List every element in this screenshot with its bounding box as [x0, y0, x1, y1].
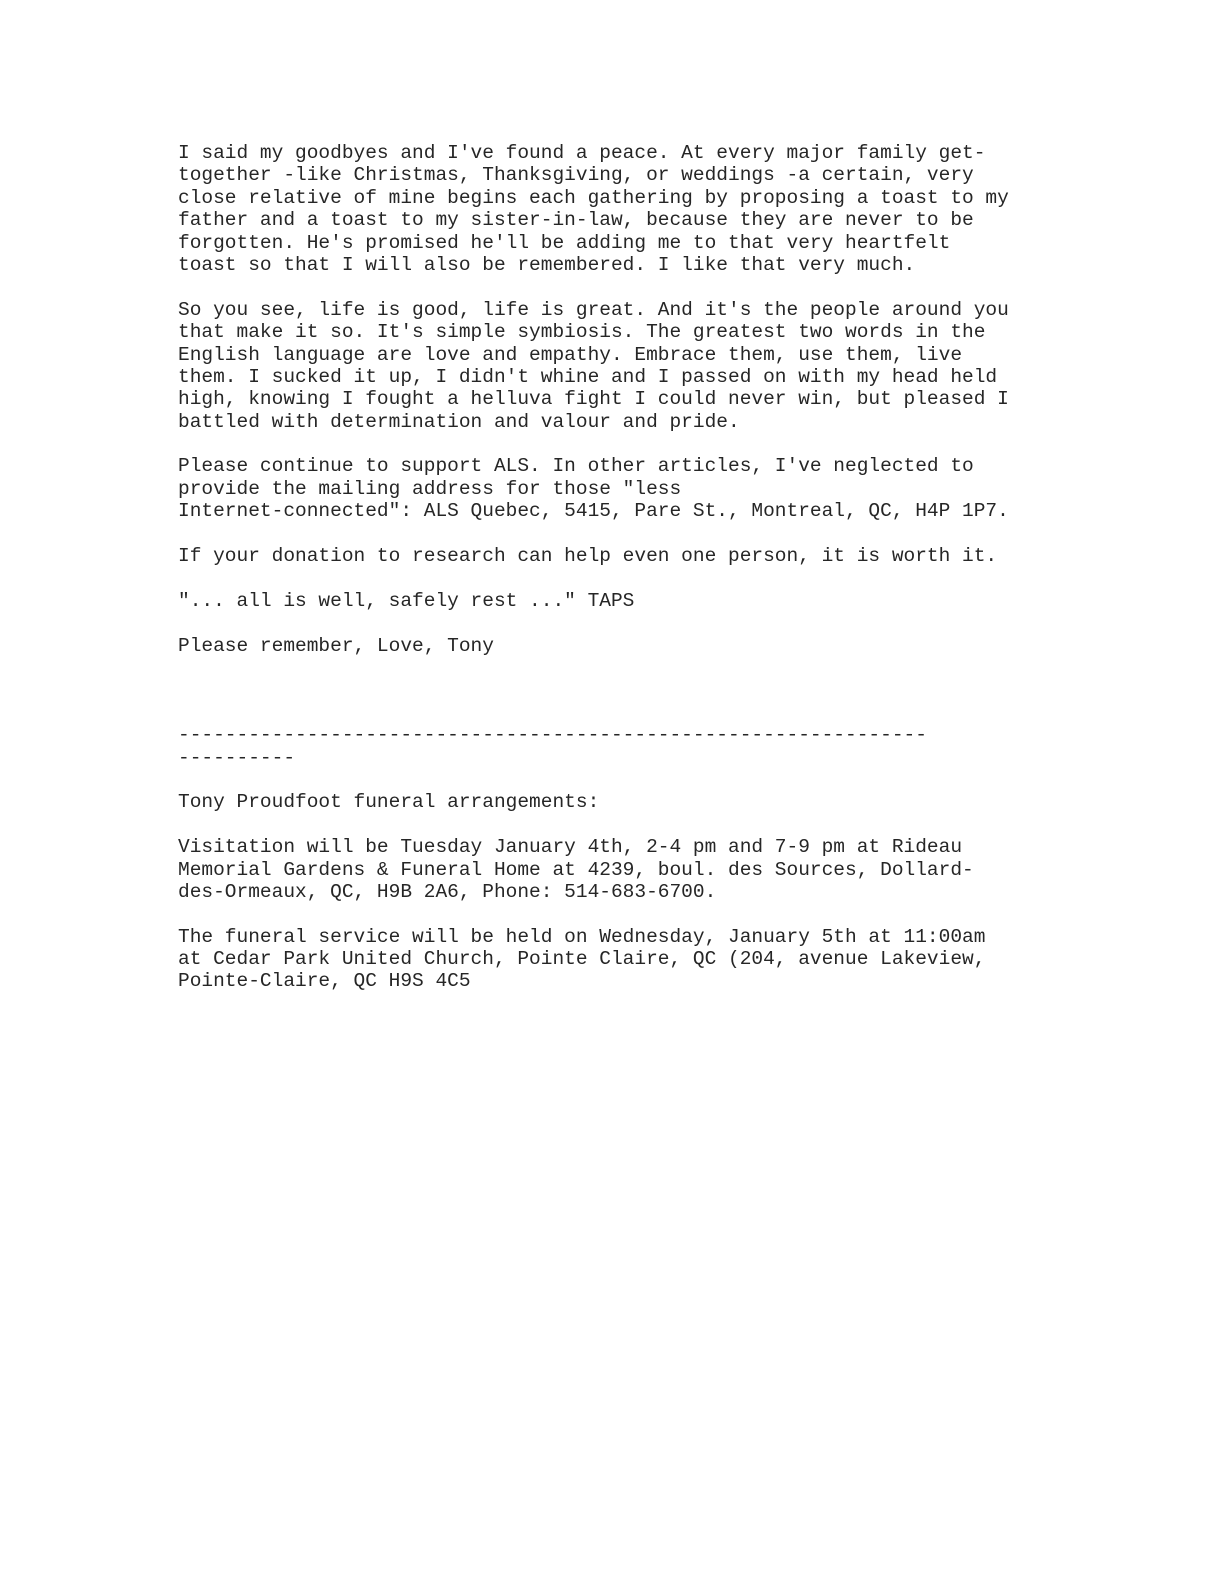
text-line: that make it so. It's simple symbiosis. The greatest two words in the: [178, 321, 986, 344]
divider-line: ----------: [178, 746, 296, 769]
text-line: Memorial Gardens & Funeral Home at 4239, boul. des Sources, Dollard-: [178, 858, 974, 881]
text-line: Pointe-Claire, QC H9S 4C5: [178, 970, 471, 993]
text-line: Internet-connected": ALS Quebec, 5415, Pare St., Montreal, QC, H4P 1P7.: [178, 500, 1009, 523]
paragraph-support-als: [178, 455, 1078, 522]
text-line: So you see, life is good, life is great. And it's the people around you: [178, 298, 1009, 321]
text-line: English language are love and empathy. Embrace them, use them, live: [178, 343, 963, 366]
text-line: toast so that I will also be remembered. I like that very much.: [178, 253, 916, 276]
paragraph-donation: [178, 545, 1078, 567]
text-line: them. I sucked it up, I didn't whine and I passed on with my head held: [178, 365, 998, 388]
spacer: [178, 679, 1078, 724]
text-line: battled with determination and valour and pride.: [178, 410, 740, 433]
text-line: provide the mailing address for those "less: [178, 477, 682, 500]
text-line: "... all is well, safely rest ..." TAPS: [178, 589, 635, 612]
dashed-divider: [178, 724, 1078, 769]
text-line: If your donation to research can help even one person, it is worth it.: [178, 545, 998, 568]
text-line: at Cedar Park United Church, Pointe Claire, QC (204, avenue Lakeview,: [178, 948, 986, 971]
letter-body: [178, 142, 1078, 1015]
section-heading: Tony Proudfoot funeral arrangements:: [178, 791, 600, 814]
divider-line: ----------------------------------------------------------------: [178, 724, 927, 747]
text-line: des-Ormeaux, QC, H9B 2A6, Phone: 514-683-6700.: [178, 880, 717, 903]
text-line: forgotten. He's promised he'll be adding me to that very heartfelt: [178, 231, 951, 254]
paragraph-visitation: [178, 836, 1078, 903]
paragraph-signoff: [178, 635, 1078, 657]
arrangements-heading: [178, 791, 1078, 813]
text-line: The funeral service will be held on Wednesday, January 5th at 11:00am: [178, 925, 986, 948]
paragraph-goodbyes: [178, 142, 1078, 276]
text-line: father and a toast to my sister-in-law, because they are never to be: [178, 209, 974, 232]
signoff-line: Please remember, Love, Tony: [178, 634, 494, 657]
text-line: together -like Christmas, Thanksgiving, or weddings -a certain, very: [178, 164, 974, 187]
text-line: Visitation will be Tuesday January 4th, 2-4 pm and 7-9 pm at Rideau: [178, 836, 963, 859]
text-line: high, knowing I fought a helluva fight I could never win, but pleased I: [178, 388, 1009, 411]
text-line: Please continue to support ALS. In other articles, I've neglected to: [178, 455, 974, 478]
paragraph-life-is-good: [178, 299, 1078, 433]
paragraph-taps-quote: [178, 590, 1078, 612]
text-line: close relative of mine begins each gathering by proposing a toast to my: [178, 186, 1009, 209]
paragraph-funeral-service: [178, 926, 1078, 993]
text-line: I said my goodbyes and I've found a peace. At every major family get-: [178, 142, 986, 164]
